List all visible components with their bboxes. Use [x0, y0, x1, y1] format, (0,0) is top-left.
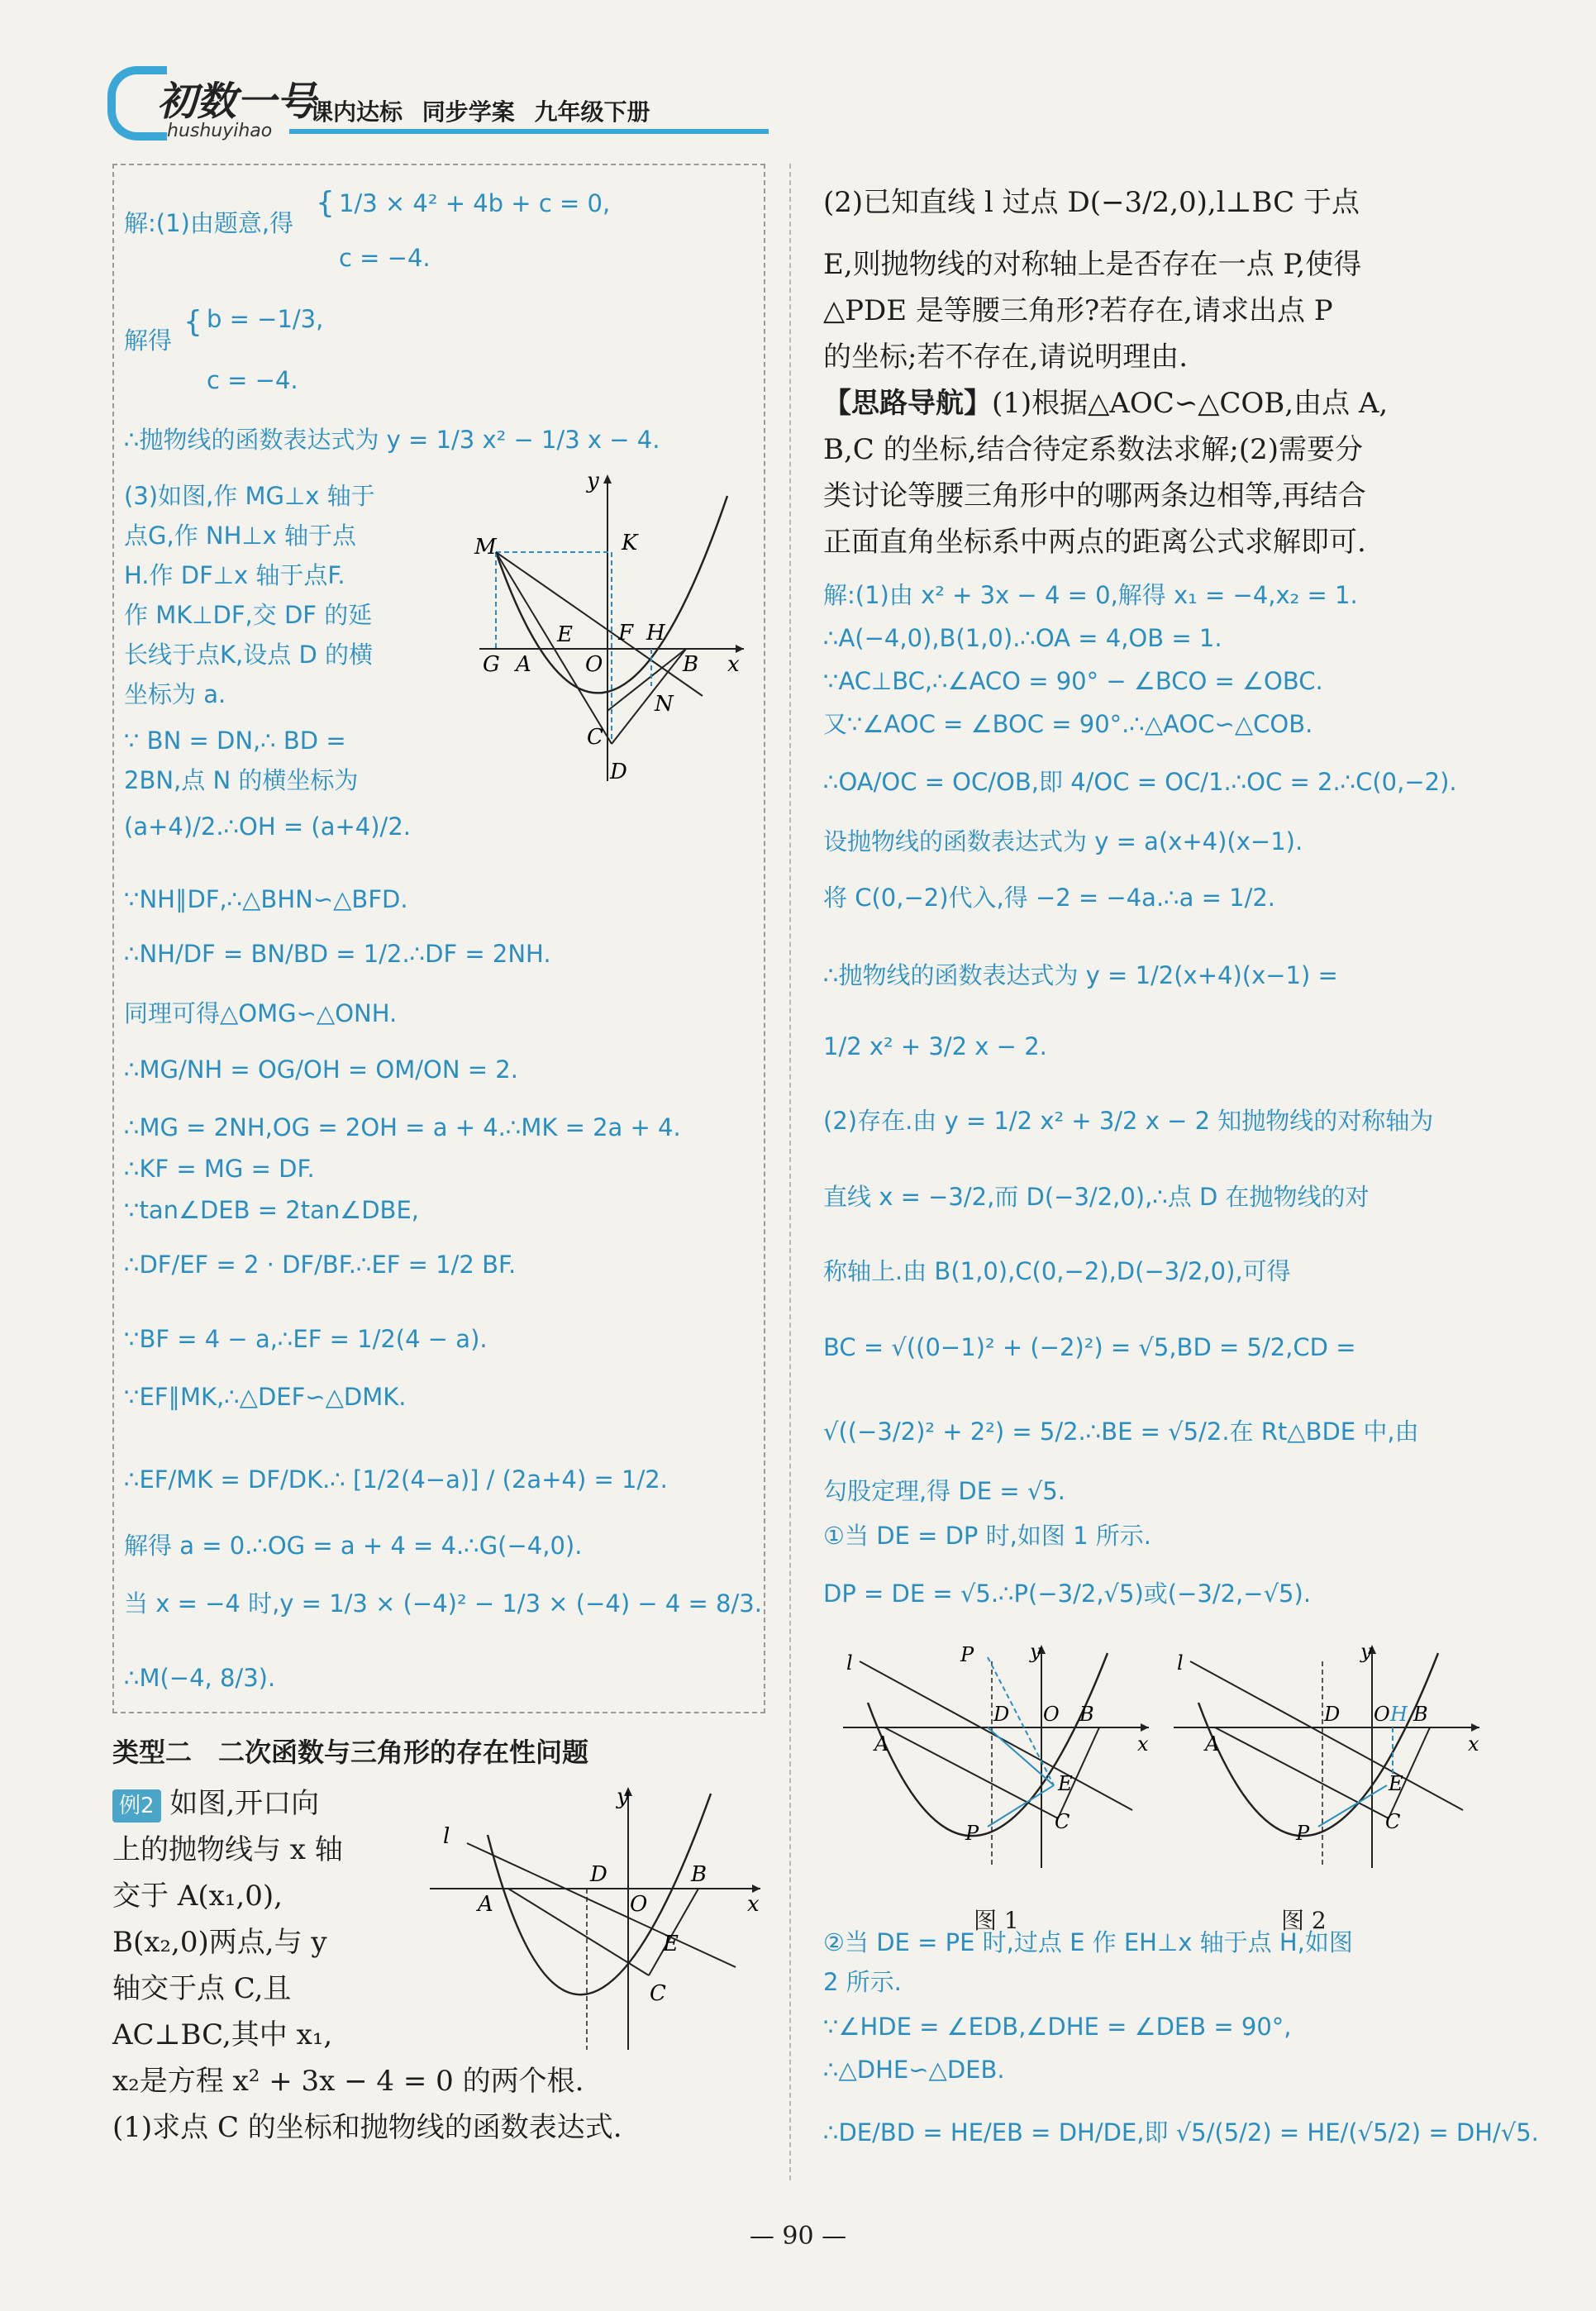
solution-line: ②当 DE = PE 时,过点 E 作 EH⊥x 轴于点 H,如图	[823, 1928, 1353, 1956]
solution-line: 设抛物线的函数表达式为 y = a(x+4)(x−1).	[823, 827, 1303, 855]
figure-caption: 图 2	[1281, 1907, 1327, 1934]
label: B	[691, 1862, 707, 1887]
brace-icon: {	[316, 186, 335, 220]
solution-line: 直线 x = −3/2,而 D(−3/2,0),∴点 D 在抛物线的对	[823, 1183, 1370, 1211]
label: G	[483, 652, 500, 677]
label: B	[1413, 1703, 1428, 1726]
section-title: 类型二 二次函数与三角形的存在性问题	[112, 1737, 589, 1768]
solution-line: (a+4)/2.∴OH = (a+4)/2.	[124, 812, 411, 841]
label: C	[650, 1981, 666, 2006]
label: y	[617, 1785, 629, 1809]
solution-line: ∴OA/OC = OC/OB,即 4/OC = OC/1.∴OC = 2.∴C(0,−2).	[823, 768, 1457, 796]
example-tag: 例2	[112, 1789, 161, 1823]
label: B	[683, 652, 699, 677]
solution-line: ∴抛物线的函数表达式为 y = 1/2(x+4)(x−1) =	[823, 961, 1338, 989]
label: y	[1360, 1645, 1372, 1663]
solution-line: ∵ BN = DN,∴ BD =	[124, 727, 346, 755]
label: D	[590, 1862, 607, 1887]
solution-line: 又∵∠AOC = ∠BOC = 90°.∴△AOC∽△COB.	[823, 710, 1313, 738]
solution-line: 1/2 x² + 3/2 x − 2.	[823, 1032, 1047, 1060]
label: y	[1030, 1645, 1041, 1663]
solution-line: ∵BF = 4 − a,∴EF = 1/2(4 − a).	[124, 1325, 488, 1353]
question-line: 的坐标;若不存在,请说明理由.	[823, 341, 1189, 374]
example-line: B(x₂,0)两点,与 y	[112, 1926, 327, 1959]
solution-line: ∴△DHE∽△DEB.	[823, 2056, 1005, 2084]
solution-line: DP = DE = √5.∴P(−3/2,√5)或(−3/2,−√5).	[823, 1580, 1312, 1608]
label: E	[557, 622, 573, 647]
solution-line: √((−3/2)² + 2²) = 5/2.∴BE = √5/2.在 Rt△BDE 中,由	[823, 1418, 1419, 1446]
label: x	[1468, 1732, 1479, 1756]
header-rule	[289, 129, 769, 134]
solution-line: ∴KF = MG = DF.	[124, 1155, 315, 1183]
label: O	[1374, 1703, 1390, 1726]
example-line: (1)求点 C 的坐标和抛物线的函数表达式.	[112, 2111, 622, 2144]
example-line: 轴交于点 C,且	[112, 1972, 292, 2005]
label: l	[443, 1824, 450, 1849]
solution-line: ∴DE/BD = HE/EB = DH/DE,即 √5/(5/2) = HE/(√5/2) = DH/√5.	[823, 2118, 1539, 2147]
column-divider	[789, 164, 791, 2180]
label: x	[747, 1892, 760, 1917]
label: H	[1390, 1703, 1408, 1726]
solution-line: ∵AC⊥BC,∴∠ACO = 90° − ∠BCO = ∠OBC.	[823, 667, 1323, 695]
figure-caption: 图 1	[974, 1907, 1019, 1934]
example-line: AC⊥BC,其中 x₁,	[112, 2018, 333, 2051]
solution-line: 解:(1)由 x² + 3x − 4 = 0,解得 x₁ = −4,x₂ = 1.	[823, 581, 1358, 609]
question-line: (2)已知直线 l 过点 D(−3/2,0),l⊥BC 于点	[823, 186, 1360, 219]
label: N	[655, 692, 674, 717]
example-line: 上的抛物线与 x 轴	[112, 1833, 343, 1866]
hint-tag: 【思路导航】	[823, 387, 992, 420]
solution-line: BC = √((0−1)² + (−2)²) = √5,BD = 5/2,CD =	[823, 1333, 1356, 1361]
hint-line: 正面直角坐标系中两点的距离公式求解即可.	[823, 526, 1366, 559]
label: P	[965, 1822, 979, 1845]
solution-line: ∵tan∠DEB = 2tan∠DBE,	[124, 1196, 419, 1224]
label: C	[587, 725, 603, 750]
parabola-figure	[471, 463, 752, 793]
label: D	[993, 1703, 1010, 1726]
solution-line: H.作 DF⊥x 轴于点F.	[124, 561, 345, 589]
hint-text: (1)根据△AOC∽△COB,由点 A,	[992, 387, 1389, 420]
solution-line: 解得	[124, 326, 173, 355]
hint-line: 类讨论等腰三角形中的哪两条边相等,再结合	[823, 479, 1366, 512]
label: O	[630, 1892, 648, 1917]
label: x	[1137, 1732, 1149, 1756]
solution-line: 称轴上.由 B(1,0),C(0,−2),D(−3/2,0),可得	[823, 1257, 1291, 1285]
solution-line: ∵EF∥MK,∴△DEF∽△DMK.	[124, 1383, 407, 1411]
page-number: — 90 —	[749, 2222, 847, 2251]
label: P	[1296, 1822, 1310, 1845]
label: E	[1389, 1772, 1403, 1795]
label: C	[1385, 1810, 1401, 1833]
solution-line: ∴MG = 2NH,OG = 2OH = a + 4.∴MK = 2a + 4.	[124, 1113, 681, 1141]
label: F	[618, 621, 634, 646]
label: H	[646, 621, 665, 646]
series-item: 九年级下册	[534, 98, 650, 126]
page-header	[107, 58, 1496, 149]
question-line: E,则抛物线的对称轴上是否存在一点 P,使得	[823, 248, 1362, 281]
solution-line: 点G,作 NH⊥x 轴于点	[124, 522, 357, 550]
label: P	[960, 1645, 974, 1666]
series-item: 同步学案	[422, 98, 515, 126]
series-title	[310, 94, 662, 127]
question-line: △PDE 是等腰三角形?若存在,请求出点 P	[823, 294, 1333, 327]
solution-line: 长线于点K,设点 D 的横	[124, 641, 374, 669]
solution-line: 同理可得△OMG∽△ONH.	[124, 999, 398, 1027]
equation-line: c = −4.	[207, 366, 298, 394]
label: A	[874, 1732, 889, 1756]
solution-line: ∴DF/EF = 2 · DF/BF.∴EF = 1/2 BF.	[124, 1251, 517, 1279]
solution-line: ∴A(−4,0),B(1,0).∴OA = 4,OB = 1.	[823, 624, 1222, 652]
label: B	[1079, 1703, 1094, 1726]
solution-line: 作 MK⊥DF,交 DF 的延	[124, 601, 373, 629]
series-item: 课内达标	[310, 98, 403, 126]
label: l	[1177, 1651, 1184, 1675]
solution-line: 当 x = −4 时,y = 1/3 × (−4)² − 1/3 × (−4) − 4 = 8/3.	[124, 1589, 762, 1618]
solution-line: ∵∠HDE = ∠EDB,∠DHE = ∠DEB = 90°,	[823, 2013, 1292, 2041]
solution-line: ∵NH∥DF,∴△BHN∽△BFD.	[124, 885, 408, 913]
example-line: x₂是方程 x² + 3x − 4 = 0 的两个根.	[112, 2065, 584, 2098]
solution-line: ∴抛物线的函数表达式为 y = 1/3 x² − 1/3 x − 4.	[124, 426, 660, 454]
example-figure	[422, 1785, 769, 2058]
solution-line: 勾股定理,得 DE = √5.	[823, 1477, 1065, 1505]
label: E	[663, 1932, 679, 1956]
example-line: 交于 A(x₁,0),	[112, 1880, 283, 1913]
label: D	[610, 760, 627, 784]
figure-2	[1165, 1645, 1496, 1901]
solution-line: 将 C(0,−2)代入,得 −2 = −4a.∴a = 1/2.	[823, 884, 1276, 912]
label: x	[727, 652, 740, 677]
label: A	[478, 1892, 493, 1917]
label: A	[1205, 1732, 1220, 1756]
solution-line: ∴M(−4, 8/3).	[124, 1664, 276, 1692]
solution-line: ∴MG/NH = OG/OH = OM/ON = 2.	[124, 1055, 518, 1084]
label: K	[622, 531, 638, 555]
example-line	[112, 1787, 319, 1823]
figure-1	[835, 1645, 1165, 1901]
solution-line: ∴NH/DF = BN/BD = 1/2.∴DF = 2NH.	[124, 940, 551, 968]
label: y	[587, 469, 599, 493]
label: D	[1324, 1703, 1341, 1726]
label: C	[1055, 1810, 1070, 1833]
brand-logo-sub: hushuyihao	[167, 121, 273, 141]
brand-logo-text: 初数一号	[157, 79, 317, 125]
hint-line	[823, 387, 1388, 420]
hint-line: B,C 的坐标,结合待定系数法求解;(2)需要分	[823, 433, 1364, 466]
solution-line: (2)存在.由 y = 1/2 x² + 3/2 x − 2 知抛物线的对称轴为	[823, 1107, 1434, 1135]
equation-line: 1/3 × 4² + 4b + c = 0,	[339, 189, 611, 217]
label: E	[1058, 1772, 1073, 1795]
solution-line: ①当 DE = DP 时,如图 1 所示.	[823, 1522, 1151, 1550]
equation-line: b = −1/3,	[207, 305, 324, 333]
example-text: 如图,开口向	[169, 1787, 320, 1820]
label: O	[585, 652, 603, 677]
solution-line: 解得 a = 0.∴OG = a + 4 = 4.∴G(−4,0).	[124, 1532, 583, 1560]
label: l	[846, 1651, 853, 1675]
solution-line: 解:(1)由题意,得	[124, 209, 294, 237]
solution-line: ∴EF/MK = DF/DK.∴ [1/2(4−a)] / (2a+4) = 1/2.	[124, 1465, 668, 1494]
solution-line: 2BN,点 N 的横坐标为	[124, 766, 359, 794]
brace-icon: {	[183, 305, 202, 339]
solution-line: (3)如图,作 MG⊥x 轴于	[124, 482, 375, 510]
equation-line: c = −4.	[339, 244, 431, 272]
solution-line: 2 所示.	[823, 1968, 902, 1996]
label: A	[516, 652, 531, 677]
solution-line: 坐标为 a.	[124, 680, 226, 708]
label: M	[474, 535, 497, 560]
label: O	[1043, 1703, 1060, 1726]
